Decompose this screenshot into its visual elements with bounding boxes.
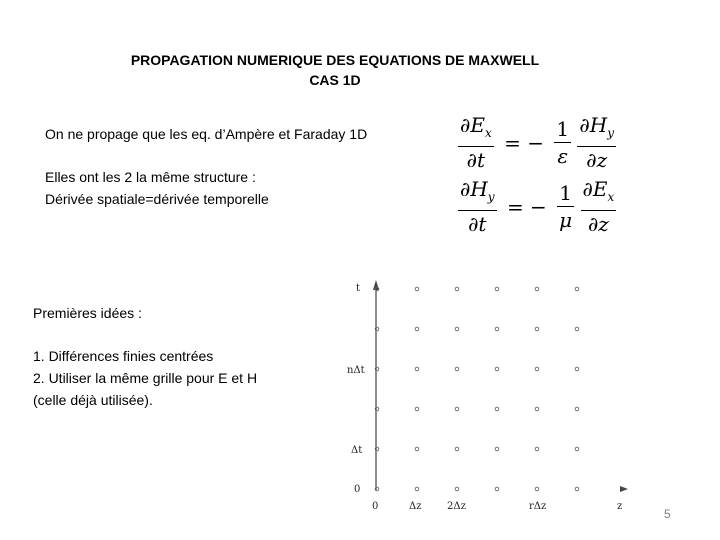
- y-label-ndt: nΔt: [347, 365, 365, 376]
- page-number: 5: [664, 507, 671, 521]
- grid-node: [535, 447, 539, 451]
- grid-node: [495, 327, 499, 331]
- eq2-coef-num: 1: [559, 181, 573, 205]
- grid-node: [575, 287, 579, 291]
- structure-line-1: Elles ont les 2 la même structure :: [45, 169, 256, 185]
- grid-node: [575, 487, 579, 491]
- t-axis-arrow: [373, 280, 379, 290]
- eq1-rhs-num: ∂H: [579, 113, 608, 137]
- eq1-rhs-den: ∂z: [586, 148, 608, 172]
- eq1-sign: = −: [504, 130, 544, 155]
- eq1-lhs-num-sub: x: [484, 126, 492, 140]
- grid-node: [415, 447, 419, 451]
- grid-node: [455, 367, 459, 371]
- x-label-rdz: rΔz: [529, 501, 547, 512]
- title-line-2: CAS 1D: [309, 72, 361, 88]
- y-label-dt: Δt: [351, 445, 363, 456]
- grid-node: [415, 367, 419, 371]
- ideas-heading: Premières idées :: [33, 305, 142, 321]
- grid-node: [455, 287, 459, 291]
- grid-node: [575, 367, 579, 371]
- grid-node: [495, 447, 499, 451]
- grid-node: [415, 287, 419, 291]
- eq2-lhs-num: ∂H: [460, 177, 488, 201]
- eq1-rhs-num-sub: y: [607, 126, 614, 140]
- grid-node: [415, 407, 419, 411]
- eq1-lhs-den: ∂t: [466, 148, 486, 172]
- z-axis-arrow: [620, 486, 628, 492]
- idea-item-2: 2. Utiliser la même grille pour E et H: [33, 370, 258, 386]
- grid-node: [535, 287, 539, 291]
- eq2-rhs-den: ∂z: [587, 212, 609, 236]
- grid-node: [415, 487, 419, 491]
- grid-node: [495, 487, 499, 491]
- eq2-rhs-num: ∂E: [582, 177, 608, 201]
- x-label-0: 0: [372, 501, 379, 512]
- grid-node: [575, 407, 579, 411]
- x-label-2dz: 2Δz: [447, 501, 466, 512]
- eq2-coef-den: μ: [559, 208, 573, 232]
- grid-nodes: [375, 287, 579, 491]
- intro-text: On ne propage que les eq. d’Ampère et Faraday 1D: [45, 126, 368, 142]
- grid-node: [575, 327, 579, 331]
- grid-node: [495, 367, 499, 371]
- eq1-coef-den: ε: [557, 144, 569, 168]
- grid-node: [415, 327, 419, 331]
- x-label-dz: Δz: [409, 501, 422, 512]
- y-label-0: 0: [354, 484, 361, 495]
- t-axis-label: t: [356, 283, 361, 294]
- grid-node: [455, 407, 459, 411]
- eq2-lhs-den: ∂t: [468, 212, 487, 236]
- eq1-lhs-num: ∂E: [460, 113, 485, 137]
- z-axis-label: z: [617, 501, 623, 512]
- idea-item-3: (celle déjà utilisée).: [33, 392, 153, 408]
- grid-node: [575, 447, 579, 451]
- structure-line-2: Dérivée spatiale=dérivée temporelle: [45, 191, 269, 207]
- grid-node: [535, 367, 539, 371]
- grid-node: [535, 327, 539, 331]
- eq2-sign: = −: [506, 194, 547, 219]
- eq1-coef-num: 1: [556, 117, 570, 141]
- eq2-lhs-num-sub: y: [487, 190, 495, 204]
- grid-node: [455, 487, 459, 491]
- title-line-1: PROPAGATION NUMERIQUE DES EQUATIONS DE MAXWELL: [130, 52, 540, 68]
- grid-node: [495, 407, 499, 411]
- grid-node: [535, 407, 539, 411]
- grid-node: [535, 487, 539, 491]
- eq2-rhs-num-sub: x: [607, 190, 615, 204]
- grid-node: [495, 287, 499, 291]
- idea-item-1: 1. Différences finies centrées: [33, 348, 214, 364]
- grid-node: [455, 327, 459, 331]
- grid-node: [455, 447, 459, 451]
